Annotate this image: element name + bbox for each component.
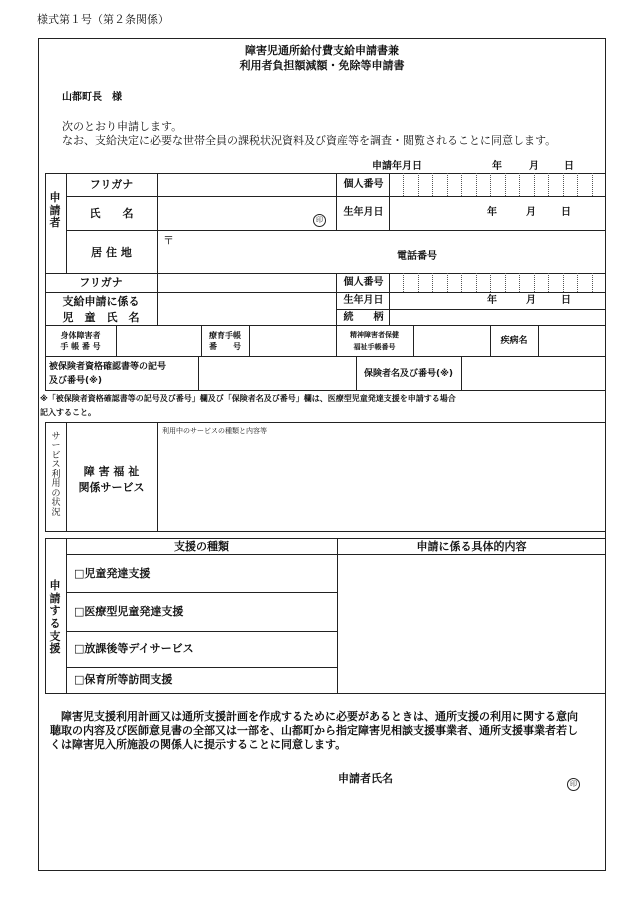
postal-mark: 〒	[163, 234, 174, 247]
child-birth-month: 月	[526, 295, 536, 306]
form-title-line1: 障害児通所給付費支給申請書兼	[245, 44, 399, 57]
applicant-phone-label: 電話番号	[397, 251, 437, 262]
insurer-label: 保険者名及び番号(※)	[364, 369, 453, 379]
welfare-services-label-line2: 関係サービス	[78, 481, 145, 494]
applicant-name-label: 氏 名	[89, 207, 134, 220]
applicant-birth-day: 日	[561, 207, 571, 218]
child-furigana-label: フリガナ	[79, 276, 123, 289]
mental-handbook-label-line1: 精神障害者保健	[350, 331, 399, 339]
application-date-month: 月	[529, 161, 539, 172]
rehab-handbook-label-line1: 療育手帳	[209, 331, 241, 340]
consent-line1: 障害児支援利用計画又は通所支援計画を作成するために必要があるときは、通所支援の利用に関する意向	[50, 710, 578, 723]
support-type-header: 支援の種類	[174, 540, 229, 553]
applicant-birth-date-label: 生年月日	[343, 207, 384, 218]
child-name-label-line1: 支給申請に係る	[62, 295, 140, 308]
physical-handbook-label-line2: 手 帳 番 号	[60, 342, 101, 351]
application-date-label: 申請年月日	[372, 161, 422, 172]
applicant-personal-number-label: 個人番号	[343, 179, 384, 190]
child-relationship-label: 続 柄	[343, 312, 384, 323]
support-details-header: 申請に係る具体的内容	[416, 540, 527, 553]
support-option-nursery-visit[interactable]: □保育所等訪問支援	[74, 673, 173, 686]
support-option-after-school-day-service[interactable]: □放課後等デイサービス	[74, 642, 194, 655]
note-line1: ※「被保険者資格確認書等の記号及び番号」欄及び「保険者名及び番号」欄は、医療型児童発達支援を申請する場合	[40, 394, 456, 403]
rehab-handbook-label-line2: 番 号	[209, 342, 241, 351]
applicant-birth-year: 年	[487, 207, 497, 218]
consent-line3: くは障害児入所施設の関係人に提示することに同意します。	[50, 738, 347, 751]
child-birth-day: 日	[561, 295, 571, 306]
applicant-address-label: 居 住 地	[91, 246, 132, 259]
child-birth-year: 年	[487, 295, 497, 306]
application-date-day: 日	[564, 161, 574, 172]
signature-label: 申請者氏名	[338, 772, 393, 785]
current-services-label: 利用中のサービスの種類と内容等	[162, 427, 267, 435]
insured-card-label-line1: 被保険者資格確認書等の記号	[49, 362, 167, 372]
applicant-section-label: 申請者	[49, 191, 61, 230]
consent-line2: 聴取の内容及び医師意見書の全部又は一部を、山都町から指定障害児相談支援事業者、通所支援事業者若し	[50, 724, 578, 737]
disease-name-label: 疾病名	[500, 336, 528, 346]
support-option-medical-child-development[interactable]: □医療型児童発達支援	[74, 605, 184, 618]
welfare-services-label-line1: 障 害 福 祉	[83, 465, 140, 478]
insured-card-label-line2: 及び番号(※)	[49, 376, 102, 386]
signature-seal: 印	[567, 773, 580, 791]
child-personal-number-label: 個人番号	[343, 277, 384, 288]
service-status-section-label: サービス利用の状況	[51, 432, 61, 518]
note-line2: 記入すること。	[40, 408, 96, 417]
applicant-seal: 印	[313, 209, 326, 227]
mental-handbook-label-line2: 福祉手帳番号	[353, 343, 396, 351]
support-option-child-development[interactable]: □児童発達支援	[74, 567, 151, 580]
support-section-label: 申請する支援	[49, 579, 61, 656]
applicant-furigana-label: フリガナ	[89, 178, 134, 191]
applicant-birth-month: 月	[526, 207, 536, 218]
intro-line1: 次のとおり申請します。	[62, 120, 183, 133]
application-date-year: 年	[492, 161, 502, 172]
physical-handbook-label-line1: 身体障害者	[60, 331, 101, 340]
intro-line2: なお、支給決定に必要な世帯全員の課税状況資料及び資産等を調査・閲覧されることに同意します。	[62, 134, 557, 147]
form-number: 様式第１号（第２条関係）	[37, 13, 169, 26]
form-title-line2: 利用者負担額減額・免除等申請書	[239, 59, 405, 72]
child-birth-date-label: 生年月日	[343, 295, 384, 306]
addressee: 山都町長 様	[62, 92, 122, 103]
child-name-label-line2: 児 童 氏 名	[62, 311, 140, 324]
